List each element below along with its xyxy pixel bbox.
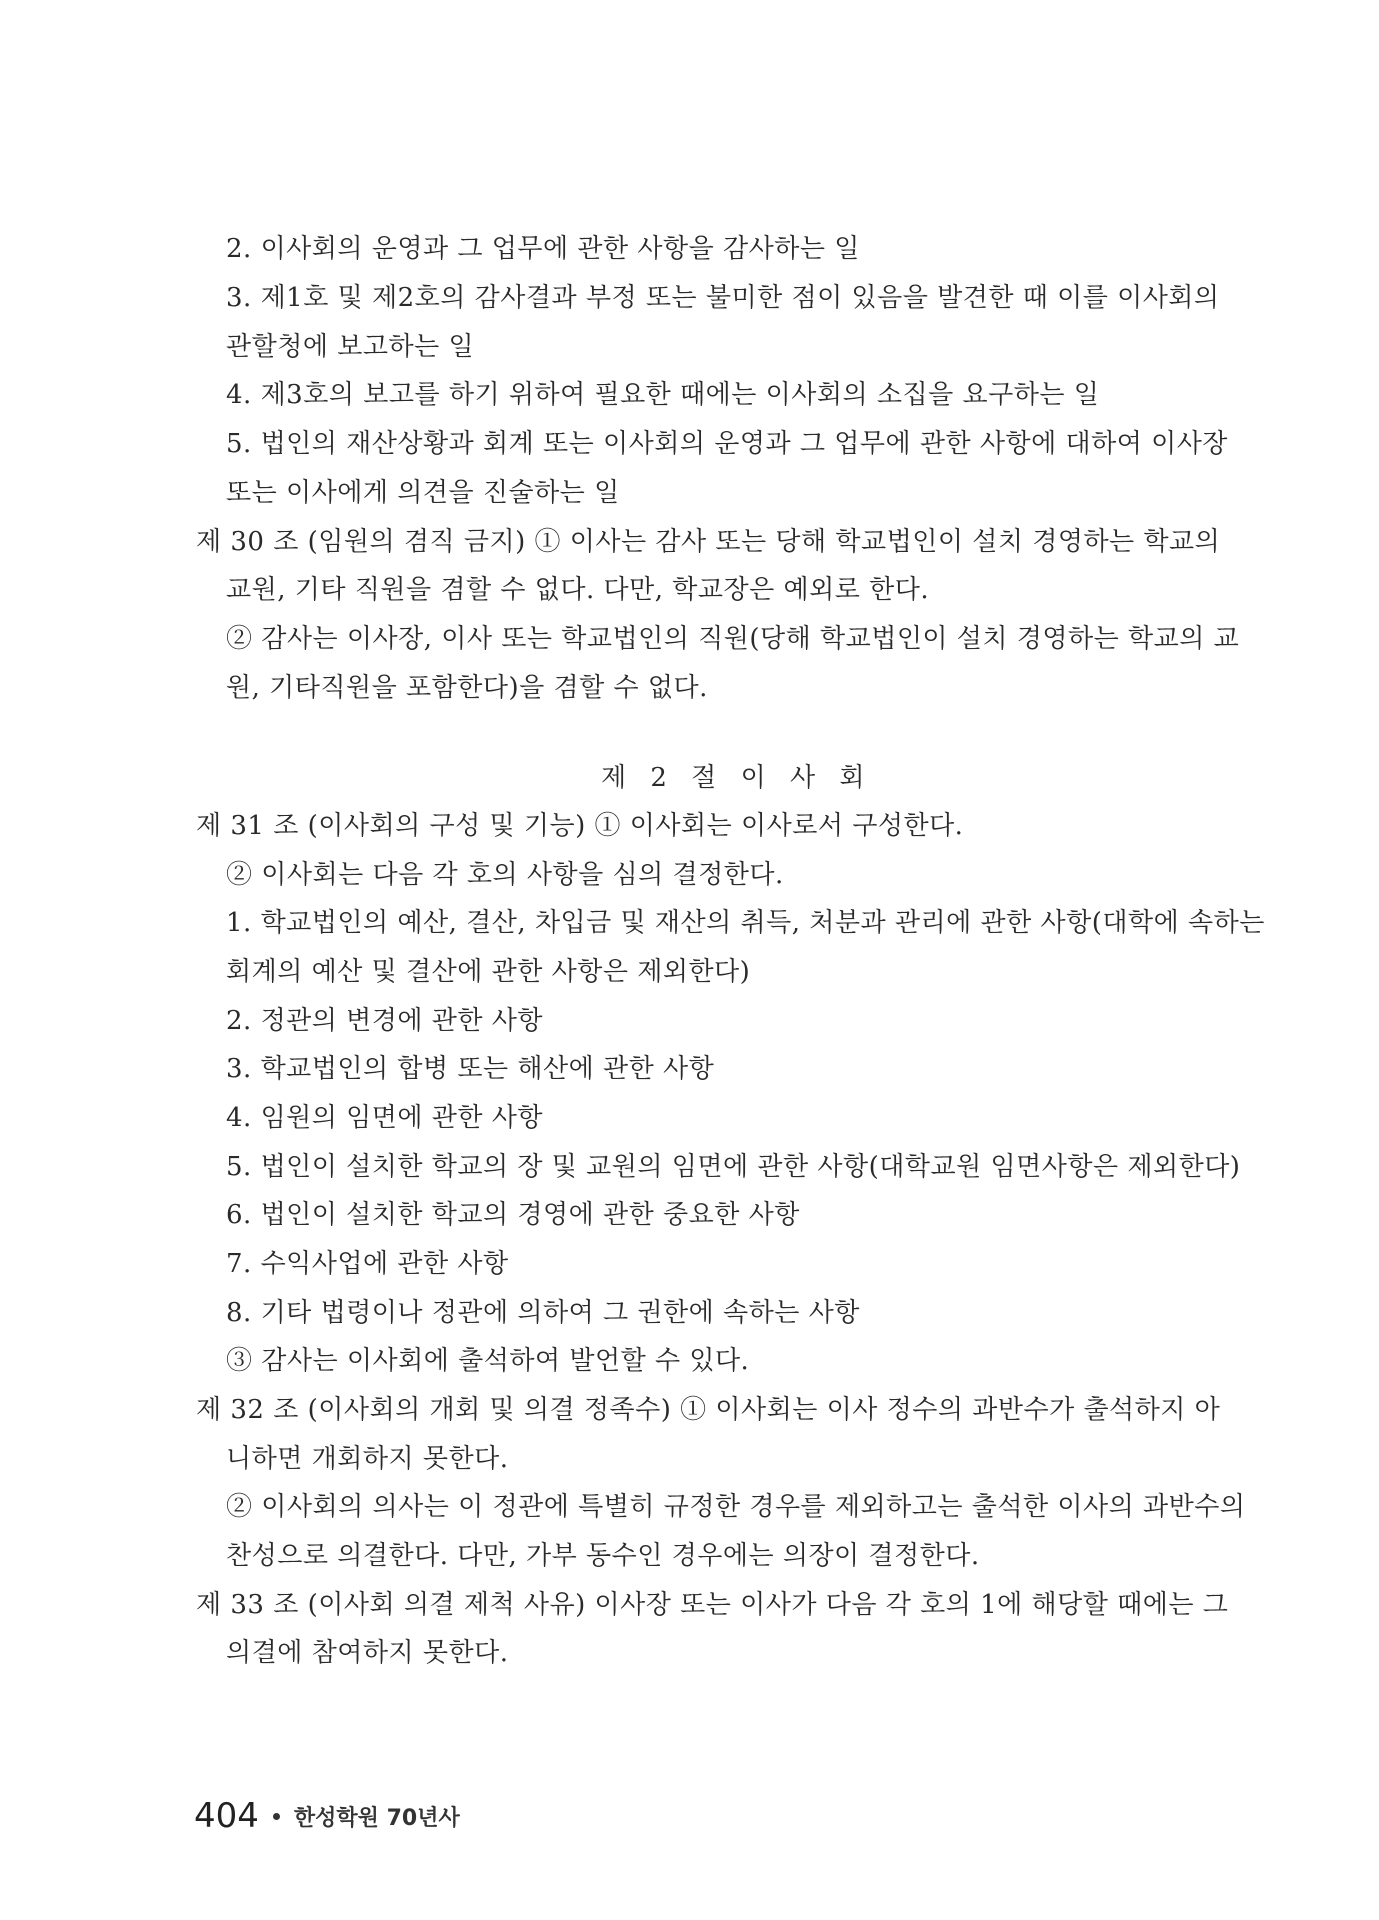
text-line: 4. 임원의 임면에 관한 사항 — [226, 1103, 544, 1133]
text-line: ② 감사는 이사장, 이사 또는 학교법인의 직원(당해 학교법인이 설치 경영하는 학교의 교 — [226, 624, 1240, 654]
text-line: 8. 기타 법령이나 정관에 의하여 그 권한에 속하는 사항 — [226, 1298, 860, 1328]
section-title: 제 2 절 이 사 회 — [601, 763, 873, 793]
text-line: 1. 학교법인의 예산, 결산, 차입금 및 재산의 취득, 처분과 관리에 관한 사항(대학에 속하는 — [226, 908, 1265, 938]
text-line: 3. 제1호 및 제2호의 감사결과 부정 또는 불미한 점이 있음을 발견한 때 이를 이사회의 — [226, 283, 1220, 313]
text-line: 관할청에 보고하는 일 — [226, 332, 475, 362]
article-heading-33: 제 33 조 (이사회 의결 제척 사유) 이사장 또는 이사가 다음 각 호의 1에 해당할 때에는 그 — [196, 1590, 1229, 1620]
text-line: 원, 기타직원을 포함한다)을 겸할 수 없다. — [226, 673, 708, 703]
article-heading-31: 제 31 조 (이사회의 구성 및 기능) ① 이사회는 이사로서 구성한다. — [196, 811, 964, 841]
text-line: 또는 이사에게 의견을 진술하는 일 — [226, 478, 620, 508]
text-line: 7. 수익사업에 관한 사항 — [226, 1249, 509, 1279]
text-line: ③ 감사는 이사회에 출석하여 발언할 수 있다. — [226, 1346, 750, 1376]
article-heading-32: 제 32 조 (이사회의 개회 및 의결 정족수) ① 이사회는 이사 정수의 과반수가 출석하지 아 — [196, 1395, 1221, 1425]
text-line: 교원, 기타 직원을 겸할 수 없다. 다만, 학교장은 예외로 한다. — [226, 575, 930, 605]
bullet-dot-icon — [273, 1813, 280, 1820]
text-line: 5. 법인의 재산상황과 회계 또는 이사회의 운영과 그 업무에 관한 사항에 대하여 이사장 — [226, 429, 1228, 459]
page-number: 404 — [194, 1796, 259, 1836]
text-line: 회계의 예산 및 결산에 관한 사항은 제외한다) — [226, 957, 751, 987]
text-line: 2. 이사회의 운영과 그 업무에 관한 사항을 감사하는 일 — [226, 234, 860, 264]
text-line: 4. 제3호의 보고를 하기 위하여 필요한 때에는 이사회의 소집을 요구하는 일 — [226, 380, 1100, 410]
page-footer — [194, 1796, 460, 1836]
book-title: 한성학원 70년사 — [293, 1805, 460, 1831]
text-line: 찬성으로 의결한다. 다만, 가부 동수인 경우에는 의장이 결정한다. — [226, 1541, 980, 1571]
article-heading-30: 제 30 조 (임원의 겸직 금지) ① 이사는 감사 또는 당해 학교법인이 설치 경영하는 학교의 — [196, 527, 1221, 557]
text-line: ② 이사회의 의사는 이 정관에 특별히 규정한 경우를 제외하고는 출석한 이사의 과반수의 — [226, 1492, 1246, 1522]
text-line: 3. 학교법인의 합병 또는 해산에 관한 사항 — [226, 1054, 715, 1084]
text-line: 2. 정관의 변경에 관한 사항 — [226, 1006, 544, 1036]
text-line: 의결에 참여하지 못한다. — [226, 1638, 509, 1668]
text-line: 니하면 개회하지 못한다. — [226, 1444, 509, 1474]
text-line: 6. 법인이 설치한 학교의 경영에 관한 중요한 사항 — [226, 1200, 800, 1230]
text-line: ② 이사회는 다음 각 호의 사항을 심의 결정한다. — [226, 860, 784, 890]
text-line: 5. 법인이 설치한 학교의 장 및 교원의 임면에 관한 사항(대학교원 임면사항은 제외한다) — [226, 1152, 1241, 1182]
